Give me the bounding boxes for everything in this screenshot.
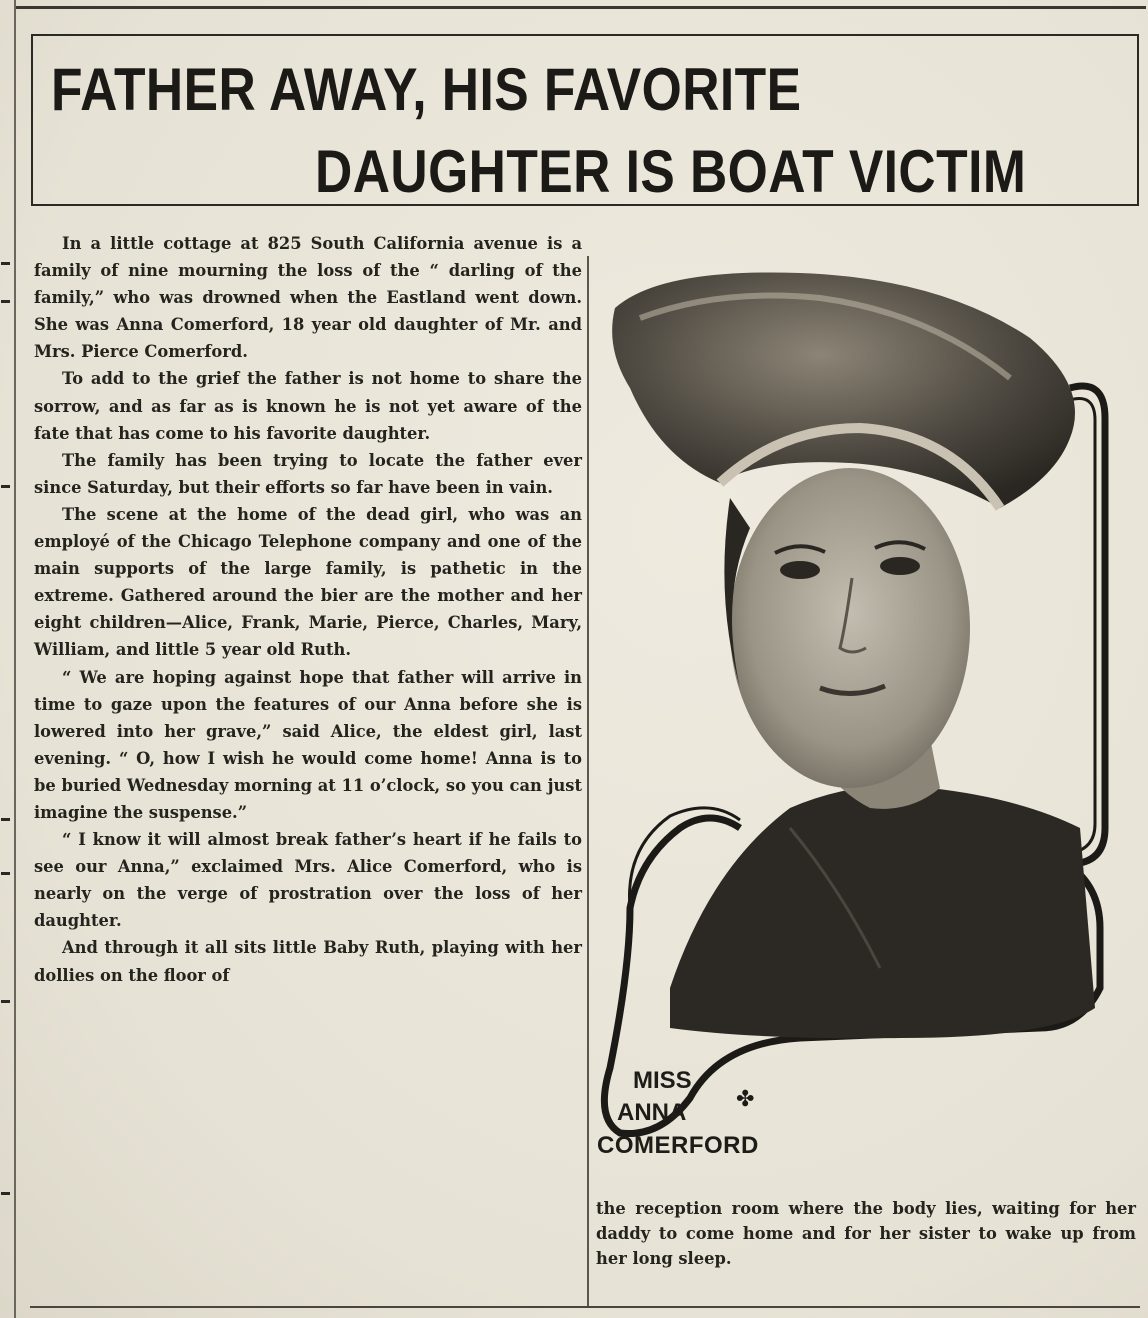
article-paragraph: The scene at the home of the dead girl, who was an employé of the Chicago Telephone company and one of the main supports of the large family, is pathetic in the extreme. Gathered around the bier are the mother and her eight children—Alice, Frank, Marie, Pierce, Charles, Mary, William, and little 5 year old Ruth. xyxy=(34,504,582,660)
article-column-left xyxy=(34,230,582,989)
top-rule xyxy=(16,6,1146,9)
edge-fragment xyxy=(1,818,10,821)
headline-line-1: FATHER AWAY, HIS FAVORITE xyxy=(51,56,802,123)
article-continuation: the reception room where the body lies, waiting for her daddy to come home and for her sister to wake up from her long sleep. xyxy=(596,1199,1136,1268)
edge-fragment xyxy=(1,1192,10,1195)
article-paragraph: To add to the grief the father is not home to share the sorrow, and as far as is known he is not yet aware of the fate that has come to his favorite daughter. xyxy=(34,369,582,443)
headline-line-2: DAUGHTER IS BOAT VICTIM xyxy=(315,138,1027,205)
edge-fragment xyxy=(1,262,10,265)
caption-ornament-icon: ✤ xyxy=(736,1087,755,1112)
edge-fragment xyxy=(1,300,10,303)
article-paragraph: In a little cottage at 825 South California avenue is a family of nine mourning the loss of the “ darling of the family,” who was drowned when the Eastland went down. She was Anna Comerford, 18 year old daughter of Mr. and Mrs. Pierce Comerford. xyxy=(34,234,582,362)
photo-caption-line-2: ANNA xyxy=(617,1099,687,1126)
article-paragraph: “ We are hoping against hope that father will arrive in time to gaze upon the features of our Anna before she is lowered into her grave,” said Alice, the eldest girl, last evening. “ O, how I wish he would come home! Anna is to be buried Wednesday morning at 11 o’clock, so you can just imagine the suspense.” xyxy=(34,667,582,822)
edge-fragment xyxy=(1,1000,10,1003)
edge-fragment xyxy=(1,485,10,488)
article-paragraph: The family has been trying to locate the father ever since Saturday, but their efforts so far have been in vain. xyxy=(34,450,582,497)
left-column-edge xyxy=(0,0,16,1318)
edge-fragment xyxy=(1,872,10,875)
photo-caption-line-3: COMERFORD xyxy=(597,1132,759,1159)
column-divider xyxy=(587,256,589,1308)
headline-box xyxy=(31,34,1139,206)
photo-caption-line-1: MISS xyxy=(633,1067,692,1094)
bottom-rule xyxy=(30,1306,1140,1308)
article-paragraph: And through it all sits little Baby Ruth, playing with her dollies on the floor of xyxy=(34,938,582,985)
portrait-photo xyxy=(600,268,1135,1148)
article-paragraph: “ I know it will almost break father’s heart if he fails to see our Anna,” exclaimed Mrs. Alice Comerford, who is nearly on the verge of prostration over the loss of her daughter. xyxy=(34,830,582,931)
face xyxy=(730,468,970,788)
